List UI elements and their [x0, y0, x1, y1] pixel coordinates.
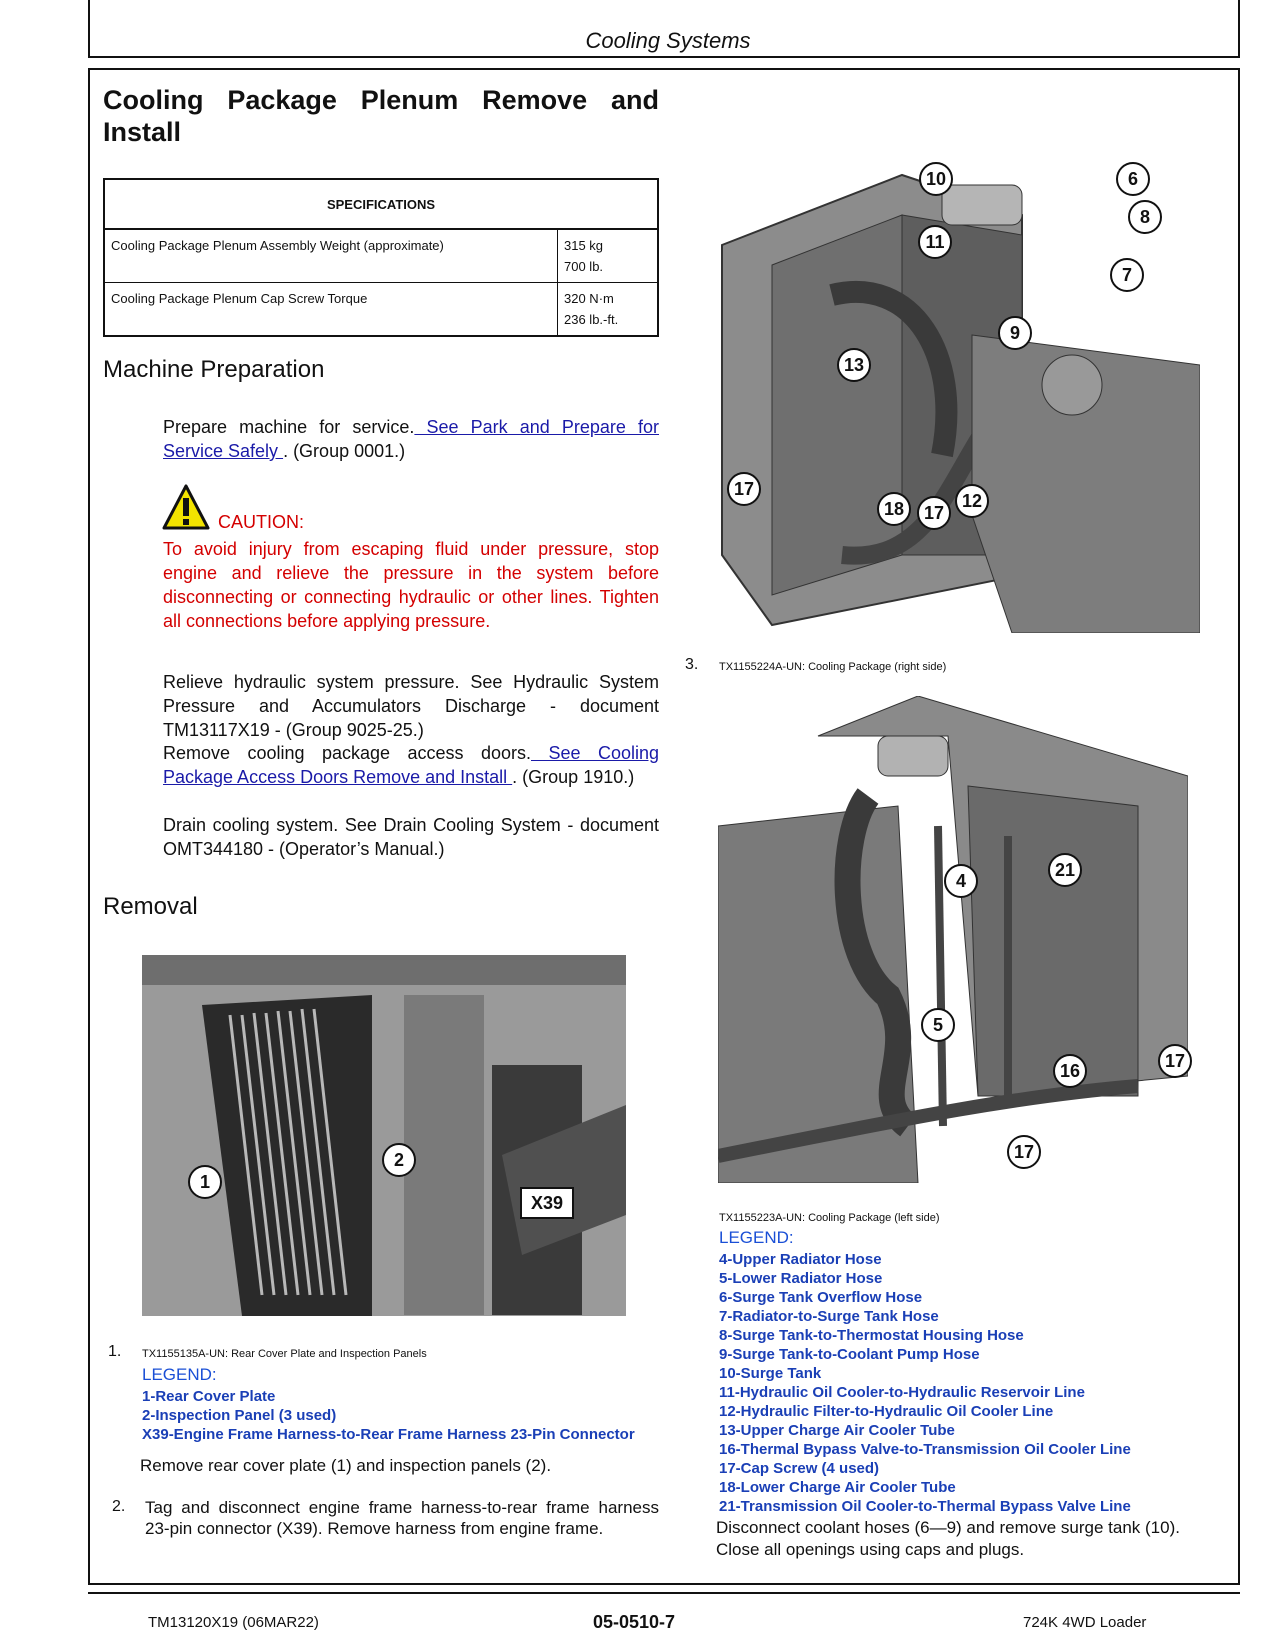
footer-page-number: 05-0510-7 [593, 1612, 676, 1632]
legend-item: 1-Rear Cover Plate [142, 1388, 276, 1405]
step-1-instruction: Remove rear cover plate (1) and inspection panels (2). [140, 1456, 552, 1475]
step-3-number: 3. [685, 656, 699, 673]
callout-2: 2 [382, 1143, 416, 1177]
cooling-package-left-figure [718, 696, 1188, 1183]
spec-value: 315 kg 700 lb. [558, 229, 659, 283]
step-2-number: 2. [112, 1498, 126, 1515]
legend-item: 12-Hydraulic Filter-to-Hydraulic Oil Cooler Line [719, 1403, 1054, 1420]
spec-label: Cooling Package Plenum Assembly Weight (approximate) [104, 229, 558, 283]
callout-11: 11 [918, 225, 952, 259]
callout-x39: X39 [520, 1187, 574, 1219]
machine-preparation-heading: Machine Preparation [103, 356, 325, 383]
callout-10: 10 [919, 162, 953, 196]
callout-21: 21 [1048, 853, 1082, 887]
figure-1-legend-title: LEGEND: [142, 1365, 217, 1384]
footer-model: 724K 4WD Loader [1023, 1614, 1147, 1631]
caution-text: To avoid injury from escaping fluid under pressure, stop engine and relieve the pressure in the system before disconnecting or connecting hydraulic or other lines. Tighten all connections before applying pressure. [163, 539, 659, 631]
spec-label: Cooling Package Plenum Cap Screw Torque [104, 283, 558, 337]
section-title: Cooling Systems [585, 28, 751, 53]
title-line-2: Install [103, 117, 182, 147]
callout-8: 8 [1128, 200, 1162, 234]
right-legend [719, 1250, 1239, 1516]
legend-item: 18-Lower Charge Air Cooler Tube [719, 1479, 956, 1496]
warning-icon [162, 484, 210, 530]
footer-rule [88, 1592, 1240, 1594]
park-prepare-link[interactable]: See Park and Prepare for Service Safely [163, 417, 659, 461]
callout-5: 5 [921, 1008, 955, 1042]
callout-12: 12 [955, 484, 989, 518]
drain-paragraph: Drain cooling system. See Drain Cooling System - document OMT344180 - (Operator’s Manual.) [163, 815, 659, 859]
access-doors-paragraph: Remove cooling package access doors. See Cooling Package Access Doors Remove and Install . (Group 1910.) [163, 743, 659, 787]
title-line-1: Cooling Package Plenum Remove and [103, 85, 659, 115]
relieve-pressure-paragraph: Relieve hydraulic system pressure. See Hydraulic System Pressure and Accumulators Discharge - document TM13117X19 - (Group 9025-25.) [163, 672, 659, 740]
legend-item: 4-Upper Radiator Hose [719, 1251, 882, 1268]
step-3-instruction-1: Disconnect coolant hoses (6—9) and remove surge tank (10). [716, 1518, 1180, 1537]
legend-item: 17-Cap Screw (4 used) [719, 1460, 880, 1477]
callout-16: 16 [1053, 1054, 1087, 1088]
page-title [103, 84, 659, 148]
legend-item: 9-Surge Tank-to-Coolant Pump Hose [719, 1346, 980, 1363]
legend-item: 11-Hydraulic Oil Cooler-to-Hydraulic Reservoir Line [719, 1384, 1085, 1401]
callout-7: 7 [1110, 258, 1144, 292]
spec-heading: SPECIFICATIONS [104, 179, 658, 229]
callout-18: 18 [877, 492, 911, 526]
step-3-instruction-2: Close all openings using caps and plugs. [716, 1540, 1025, 1559]
access-doors-link[interactable]: See Cooling Package Access Doors Remove and Install [163, 743, 659, 787]
step-1-number: 1. [108, 1343, 122, 1360]
callout-17: 17 [917, 496, 951, 530]
callout-9: 9 [998, 316, 1032, 350]
callout-17: 17 [727, 472, 761, 506]
callout-17: 17 [1158, 1044, 1192, 1078]
step-2-text: Tag and disconnect engine frame harness-to-rear frame harness 23-pin connector (X39). Remove harness from engine frame. [145, 1498, 659, 1538]
legend-item: 16-Thermal Bypass Valve-to-Transmission Oil Cooler Line [719, 1441, 1131, 1458]
specifications-table [103, 178, 659, 337]
removal-heading: Removal [103, 893, 198, 920]
callout-1: 1 [188, 1165, 222, 1199]
legend-item: X39-Engine Frame Harness-to-Rear Frame Harness 23-Pin Connector [142, 1426, 635, 1443]
callout-17: 17 [1007, 1135, 1041, 1169]
right-legend-title: LEGEND: [719, 1228, 794, 1247]
figure-right-caption: TX1155224A-UN: Cooling Package (right side) [719, 661, 947, 673]
footer-document-id: TM13120X19 (06MAR22) [148, 1614, 319, 1631]
legend-item: 5-Lower Radiator Hose [719, 1270, 883, 1287]
legend-item: 2-Inspection Panel (3 used) [142, 1407, 337, 1424]
table-row [104, 229, 658, 283]
legend-item: 7-Radiator-to-Surge Tank Hose [719, 1308, 939, 1325]
callout-4: 4 [944, 864, 978, 898]
legend-item: 21-Transmission Oil Cooler-to-Thermal Bypass Valve Line [719, 1498, 1131, 1515]
legend-item: 13-Upper Charge Air Cooler Tube [719, 1422, 955, 1439]
callout-13: 13 [837, 348, 871, 382]
callout-6: 6 [1116, 162, 1150, 196]
figure-left-caption: TX1155223A-UN: Cooling Package (left side) [719, 1212, 940, 1224]
prepare-paragraph: Prepare machine for service. See Park and Prepare for Service Safely . (Group 0001.) [163, 417, 659, 461]
legend-item: 10-Surge Tank [719, 1365, 822, 1382]
spec-value: 320 N·m 236 lb.-ft. [558, 283, 659, 337]
table-row [104, 283, 658, 337]
figure-1-legend [142, 1387, 660, 1444]
legend-item: 6-Surge Tank Overflow Hose [719, 1289, 923, 1306]
figure-1-caption: TX1155135A-UN: Rear Cover Plate and Inspection Panels [142, 1348, 427, 1360]
rear-cover-photo [142, 955, 626, 1316]
legend-item: 8-Surge Tank-to-Thermostat Housing Hose [719, 1327, 1024, 1344]
caution-label: CAUTION: [218, 512, 305, 532]
cooling-package-right-figure [712, 155, 1200, 633]
